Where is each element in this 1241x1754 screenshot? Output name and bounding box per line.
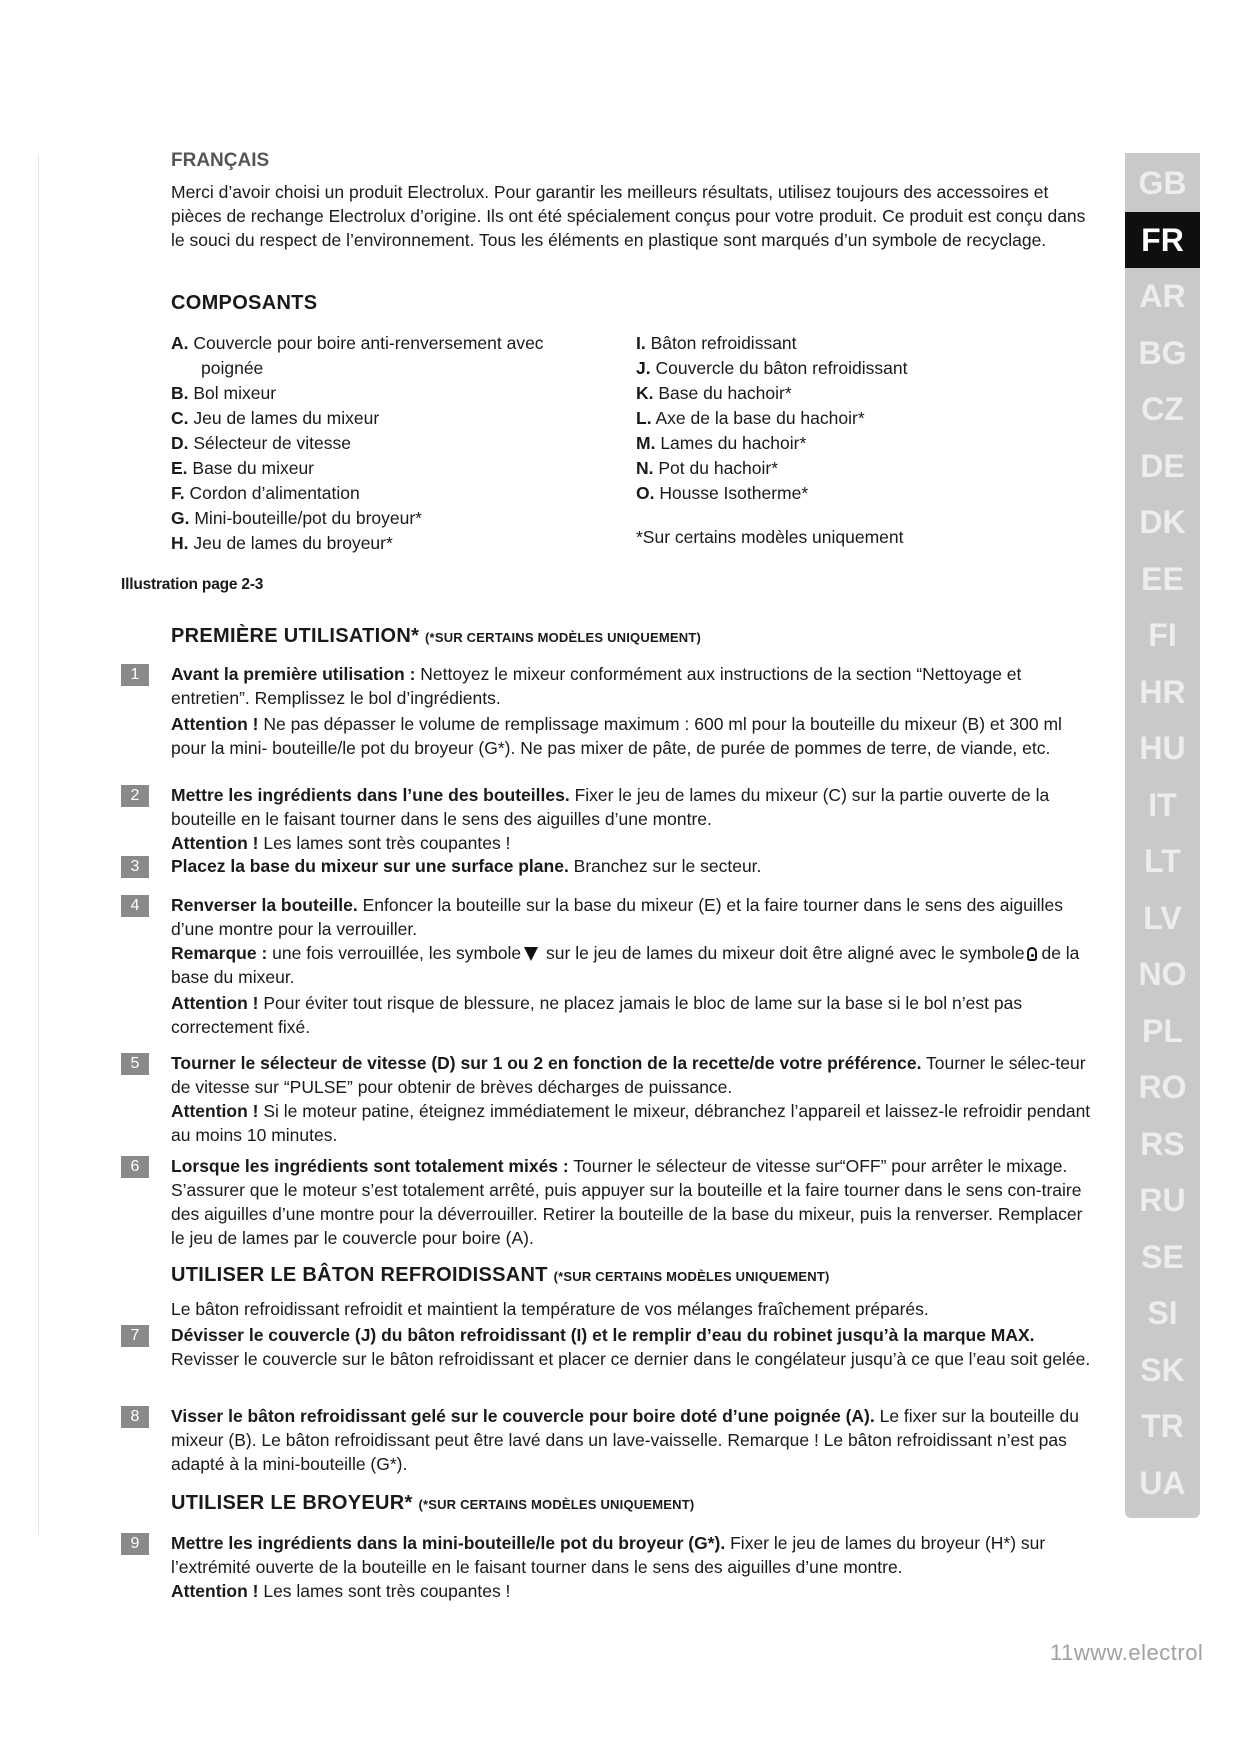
component-left-item [171, 381, 591, 406]
components-note: *Sur certains modèles uniquement [636, 527, 904, 547]
language-tab-ru[interactable]: RU [1139, 1182, 1186, 1218]
grinder-heading [171, 1492, 1091, 1515]
component-letter: N. [636, 458, 654, 478]
component-label: Jeu de lames du broyeur* [193, 533, 393, 553]
component-label: Axe de la base du hachoir* [655, 408, 865, 428]
intro-text: Merci d’avoir choisi un produit Electrolux. Pour garantir les meilleurs résultats, utilisez toujours des accessoires et pièces de rechange Electrolux d’origine. Ils ont été spécialement conçus pour votre produit. Ce produit est conçu dans le souci du respect de l’environnement. Tous les éléments en plastique sont marqués d’un symbole de recyclage. [171, 182, 1086, 250]
step-1-attention-label: Attention ! [171, 714, 259, 734]
step-1 [171, 662, 1091, 760]
component-label: Housse Isotherme* [659, 483, 809, 503]
component-letter: F. [171, 483, 185, 503]
step-badge-5: 5 [121, 1053, 149, 1075]
language-tab-fi[interactable]: FI [1148, 617, 1177, 653]
component-letter: L. [636, 408, 652, 428]
component-label: Bol mixeur [193, 383, 277, 403]
step-4-attention-label: Attention ! [171, 993, 259, 1013]
step-8-bold: Visser le bâton refroidissant gelé sur le couvercle pour boire doté d’une poignée (A). [171, 1406, 875, 1426]
language-tab-lv[interactable]: LV [1143, 899, 1182, 936]
component-label: Mini-bouteille/pot du broyeur* [194, 508, 422, 528]
cooling-subtitle: (*SUR CERTAINS MODÈLES UNIQUEMENT) [553, 1269, 830, 1284]
component-right-item [636, 381, 1056, 406]
step-5-text: Tourner le sélec-teur de vitesse sur “PULSE” pour obtenir de brèves décharges de puissance. [171, 1053, 1086, 1097]
component-letter: A. [171, 333, 189, 353]
component-right-item [636, 431, 1056, 456]
language-tab-dk[interactable]: DK [1139, 504, 1186, 540]
component-label: Base du mixeur [192, 458, 315, 478]
language-tab-tr[interactable]: TR [1141, 1408, 1184, 1444]
component-letter: E. [171, 458, 188, 478]
components-title: COMPOSANTS [171, 292, 318, 314]
component-label: Cordon d’alimentation [189, 483, 360, 503]
component-label: Sélecteur de vitesse [193, 433, 351, 453]
step-4-remark-text-3: de la base du mixeur. [171, 943, 1080, 987]
language-tab-rs[interactable]: RS [1140, 1125, 1185, 1162]
language-tab-gb[interactable]: GB [1138, 165, 1187, 201]
step-5-attention-text: Si le moteur patine, éteignez immédiatement le mixeur, débranchez l’appareil et laissez-le refroidir pendant au moins 10 minutes. [171, 1101, 1091, 1145]
language-tab-pl[interactable]: PL [1142, 1012, 1183, 1049]
step-4-bold: Renverser la bouteille. [171, 895, 358, 915]
component-letter: B. [171, 383, 189, 403]
step-4-attention-text: Pour éviter tout risque de blessure, ne placez jamais le bloc de lame sur la base si le bol n’est pas correctement fixé. [171, 993, 1023, 1037]
step-4-remark-text-2: sur le jeu de lames du mixeur doit être aligné avec le symbole [541, 943, 1025, 963]
first-use-title: PREMIÈRE UTILISATION* [171, 625, 420, 647]
component-label: Couvercle du bâton refroidissant [655, 358, 908, 378]
language-tab-ro[interactable]: RO [1138, 1069, 1187, 1105]
step-7 [171, 1323, 1091, 1371]
component-letter: C. [171, 408, 189, 428]
component-left-item [171, 456, 591, 481]
first-use-subtitle: (*SUR CERTAINS MODÈLES UNIQUEMENT) [425, 630, 701, 645]
cooling-intro: Le bâton refroidissant refroidit et maintient la température de vos mélanges fraîchement préparés. [171, 1299, 929, 1319]
first-use-heading [171, 625, 1091, 648]
component-label: Lames du hachoir* [660, 433, 807, 453]
lock-icon [1027, 947, 1037, 961]
step-1-bold: Avant la première utilisation : [171, 664, 416, 684]
language-tab-hr[interactable]: HR [1139, 673, 1186, 710]
grinder-title: UTILISER LE BROYEUR* [171, 1492, 413, 1514]
component-left-item [171, 481, 591, 506]
step-badge-3: 3 [121, 856, 149, 878]
component-letter: I. [636, 333, 646, 353]
component-label: Base du hachoir* [658, 383, 792, 403]
step-badge-6: 6 [121, 1156, 149, 1178]
margin-line [38, 155, 39, 1535]
component-right-item [636, 406, 1056, 431]
components-heading-block [171, 292, 1091, 315]
step-badge-2: 2 [121, 785, 149, 807]
step-2-attention-text: Les lames sont très coupantes ! [258, 833, 511, 853]
step-2-text: Fixer le jeu de lames du mixeur (C) sur la partie ouverte de la bouteille en le faisant tourner dans le sens des aiguilles d’une montre. [171, 785, 1050, 829]
step-badge-1: 1 [121, 664, 149, 686]
language-title: FRANÇAIS [171, 150, 270, 171]
language-tab-ua[interactable]: UA [1139, 1464, 1186, 1501]
language-tab-ee[interactable]: EE [1141, 560, 1184, 597]
language-sidebar [1125, 153, 1200, 1518]
language-tab-no[interactable]: NO [1138, 956, 1187, 992]
component-label: Bâton refroidissant [650, 333, 797, 353]
step-4-remark-label: Remarque : [171, 943, 268, 963]
step-3-text: Branchez sur le secteur. [568, 856, 762, 876]
step-2-bold: Mettre les ingrédients dans l’une des bouteilles. [171, 785, 570, 805]
language-tab-si[interactable]: SI [1147, 1295, 1178, 1331]
language-tab-sk[interactable]: SK [1140, 1351, 1185, 1388]
component-right-item [636, 331, 1056, 356]
step-badge-4: 4 [121, 895, 149, 917]
step-4-remark-text-1: une fois verrouillée, les symbole [267, 943, 522, 963]
component-label: Jeu de lames du mixeur [193, 408, 380, 428]
step-badge-7: 7 [121, 1325, 149, 1347]
component-left-item [171, 506, 591, 531]
language-tab-se[interactable]: SE [1141, 1238, 1184, 1275]
language-tab-it[interactable]: IT [1148, 786, 1177, 823]
step-6-bold: Lorsque les ingrédients sont totalement mixés : [171, 1156, 569, 1176]
components-right-list [636, 331, 1056, 506]
cooling-title: UTILISER LE BÂTON REFROIDISSANT [171, 1264, 548, 1286]
step-1-attention-text: Ne pas dépasser le volume de remplissage maximum : 600 ml pour la bouteille du mixeur (B) et 300 ml pour la mini- bouteille/le pot du broyeur (G*). Ne pas mixer de pâte, de purée de pommes de terre, de viande, etc. [171, 714, 1062, 758]
component-letter: H. [171, 533, 189, 553]
step-9-attention-text: Les lames sont très coupantes ! [258, 1581, 511, 1601]
step-2 [171, 783, 1091, 855]
step-9 [171, 1531, 1091, 1603]
component-left-item [171, 431, 591, 456]
step-3 [171, 854, 1091, 878]
component-letter: M. [636, 433, 656, 453]
step-5-attention-label: Attention ! [171, 1101, 259, 1121]
component-label: Pot du hachoir* [658, 458, 779, 478]
illustration-reference: Illustration page 2-3 [121, 576, 264, 593]
language-tab-cz[interactable]: CZ [1141, 391, 1184, 427]
cooling-heading [171, 1264, 1091, 1321]
component-letter: G. [171, 508, 190, 528]
step-5-bold: Tourner le sélecteur de vitesse (D) sur 1 ou 2 en fonction de la recette/de votre préférence. [171, 1053, 922, 1073]
step-8-text: Le fixer sur la bouteille du mixeur (B). Le bâton refroidissant peut être lavé dans un lave-vaisselle. Remarque ! Le bâton refroidissant n’est pas adapté à la mini-bouteille (G*). [171, 1406, 1080, 1474]
component-left-item [171, 406, 591, 431]
step-6 [171, 1154, 1091, 1250]
grinder-subtitle: (*SUR CERTAINS MODÈLES UNIQUEMENT) [418, 1497, 695, 1512]
language-tab-fr[interactable]: FR [1125, 212, 1200, 268]
components-left-list [171, 331, 591, 556]
language-tab-hu[interactable]: HU [1139, 730, 1186, 766]
component-label-continued: poignée [201, 358, 264, 378]
component-right-item [636, 481, 1056, 506]
step-badge-9: 9 [121, 1533, 149, 1555]
step-2-attention-label: Attention ! [171, 833, 259, 853]
intro-block [171, 150, 1091, 252]
step-9-attention-label: Attention ! [171, 1581, 259, 1601]
language-tab-bg[interactable]: BG [1138, 334, 1187, 371]
step-3-bold: Placez la base du mixeur sur une surface plane. [171, 856, 569, 876]
component-left-item [171, 331, 591, 356]
step-badge-8: 8 [121, 1406, 149, 1428]
step-7-bold: Dévisser le couvercle (J) du bâton refroidissant (I) et le remplir d’eau du robinet jusqu’à la marque MAX. [171, 1325, 1035, 1345]
step-5 [171, 1051, 1091, 1147]
component-letter: J. [636, 358, 651, 378]
step-1-text: Nettoyez le mixeur conformément aux instructions de la section “Nettoyage et entretien”. Remplissez le bol d’ingrédients. [171, 664, 1022, 708]
component-label: Couvercle pour boire anti-renversement avec [193, 333, 544, 353]
footer-url: 11www.electrol [1050, 1640, 1204, 1665]
step-8 [171, 1404, 1091, 1476]
component-letter: O. [636, 483, 655, 503]
language-tab-de[interactable]: DE [1140, 447, 1185, 484]
step-4-text: Enfoncer la bouteille sur la base du mixeur (E) et la faire tourner dans le sens des aiguilles d’une montre pour la verrouiller. [171, 895, 1063, 939]
component-letter: K. [636, 383, 654, 403]
language-tab-ar[interactable]: AR [1139, 278, 1186, 314]
component-left-item [171, 531, 591, 556]
step-9-bold: Mettre les ingrédients dans la mini-bouteille/le pot du broyeur (G*). [171, 1533, 726, 1553]
component-letter: D. [171, 433, 189, 453]
component-right-item [636, 356, 1056, 381]
triangle-down-icon [524, 947, 538, 961]
step-4 [171, 893, 1091, 1039]
step-7-text: Revisser le couvercle sur le bâton refroidissant et placer ce dernier dans le congélateur jusqu’à ce que l’eau soit gelée. [171, 1349, 1091, 1369]
step-9-text: Fixer le jeu de lames du broyeur (H*) sur l’extrémité ouverte de la bouteille en le faisant tourner dans le sens des aiguilles d’une montre. [171, 1533, 1046, 1577]
step-6-text: Tourner le sélecteur de vitesse sur“OFF” pour arrêter le mixage. S’assurer que le moteur s’est totalement arrêté, puis appuyer sur la bouteille et la faire tourner dans le sens con-traire des aiguilles d’une montre pour la déverrouiller. Retirer la bouteille de la base du mixeur, puis la renverser. Remplacer le jeu de lames par le couvercle pour boire (A). [171, 1156, 1083, 1248]
language-tab-lt[interactable]: LT [1144, 843, 1181, 879]
component-right-item [636, 456, 1056, 481]
